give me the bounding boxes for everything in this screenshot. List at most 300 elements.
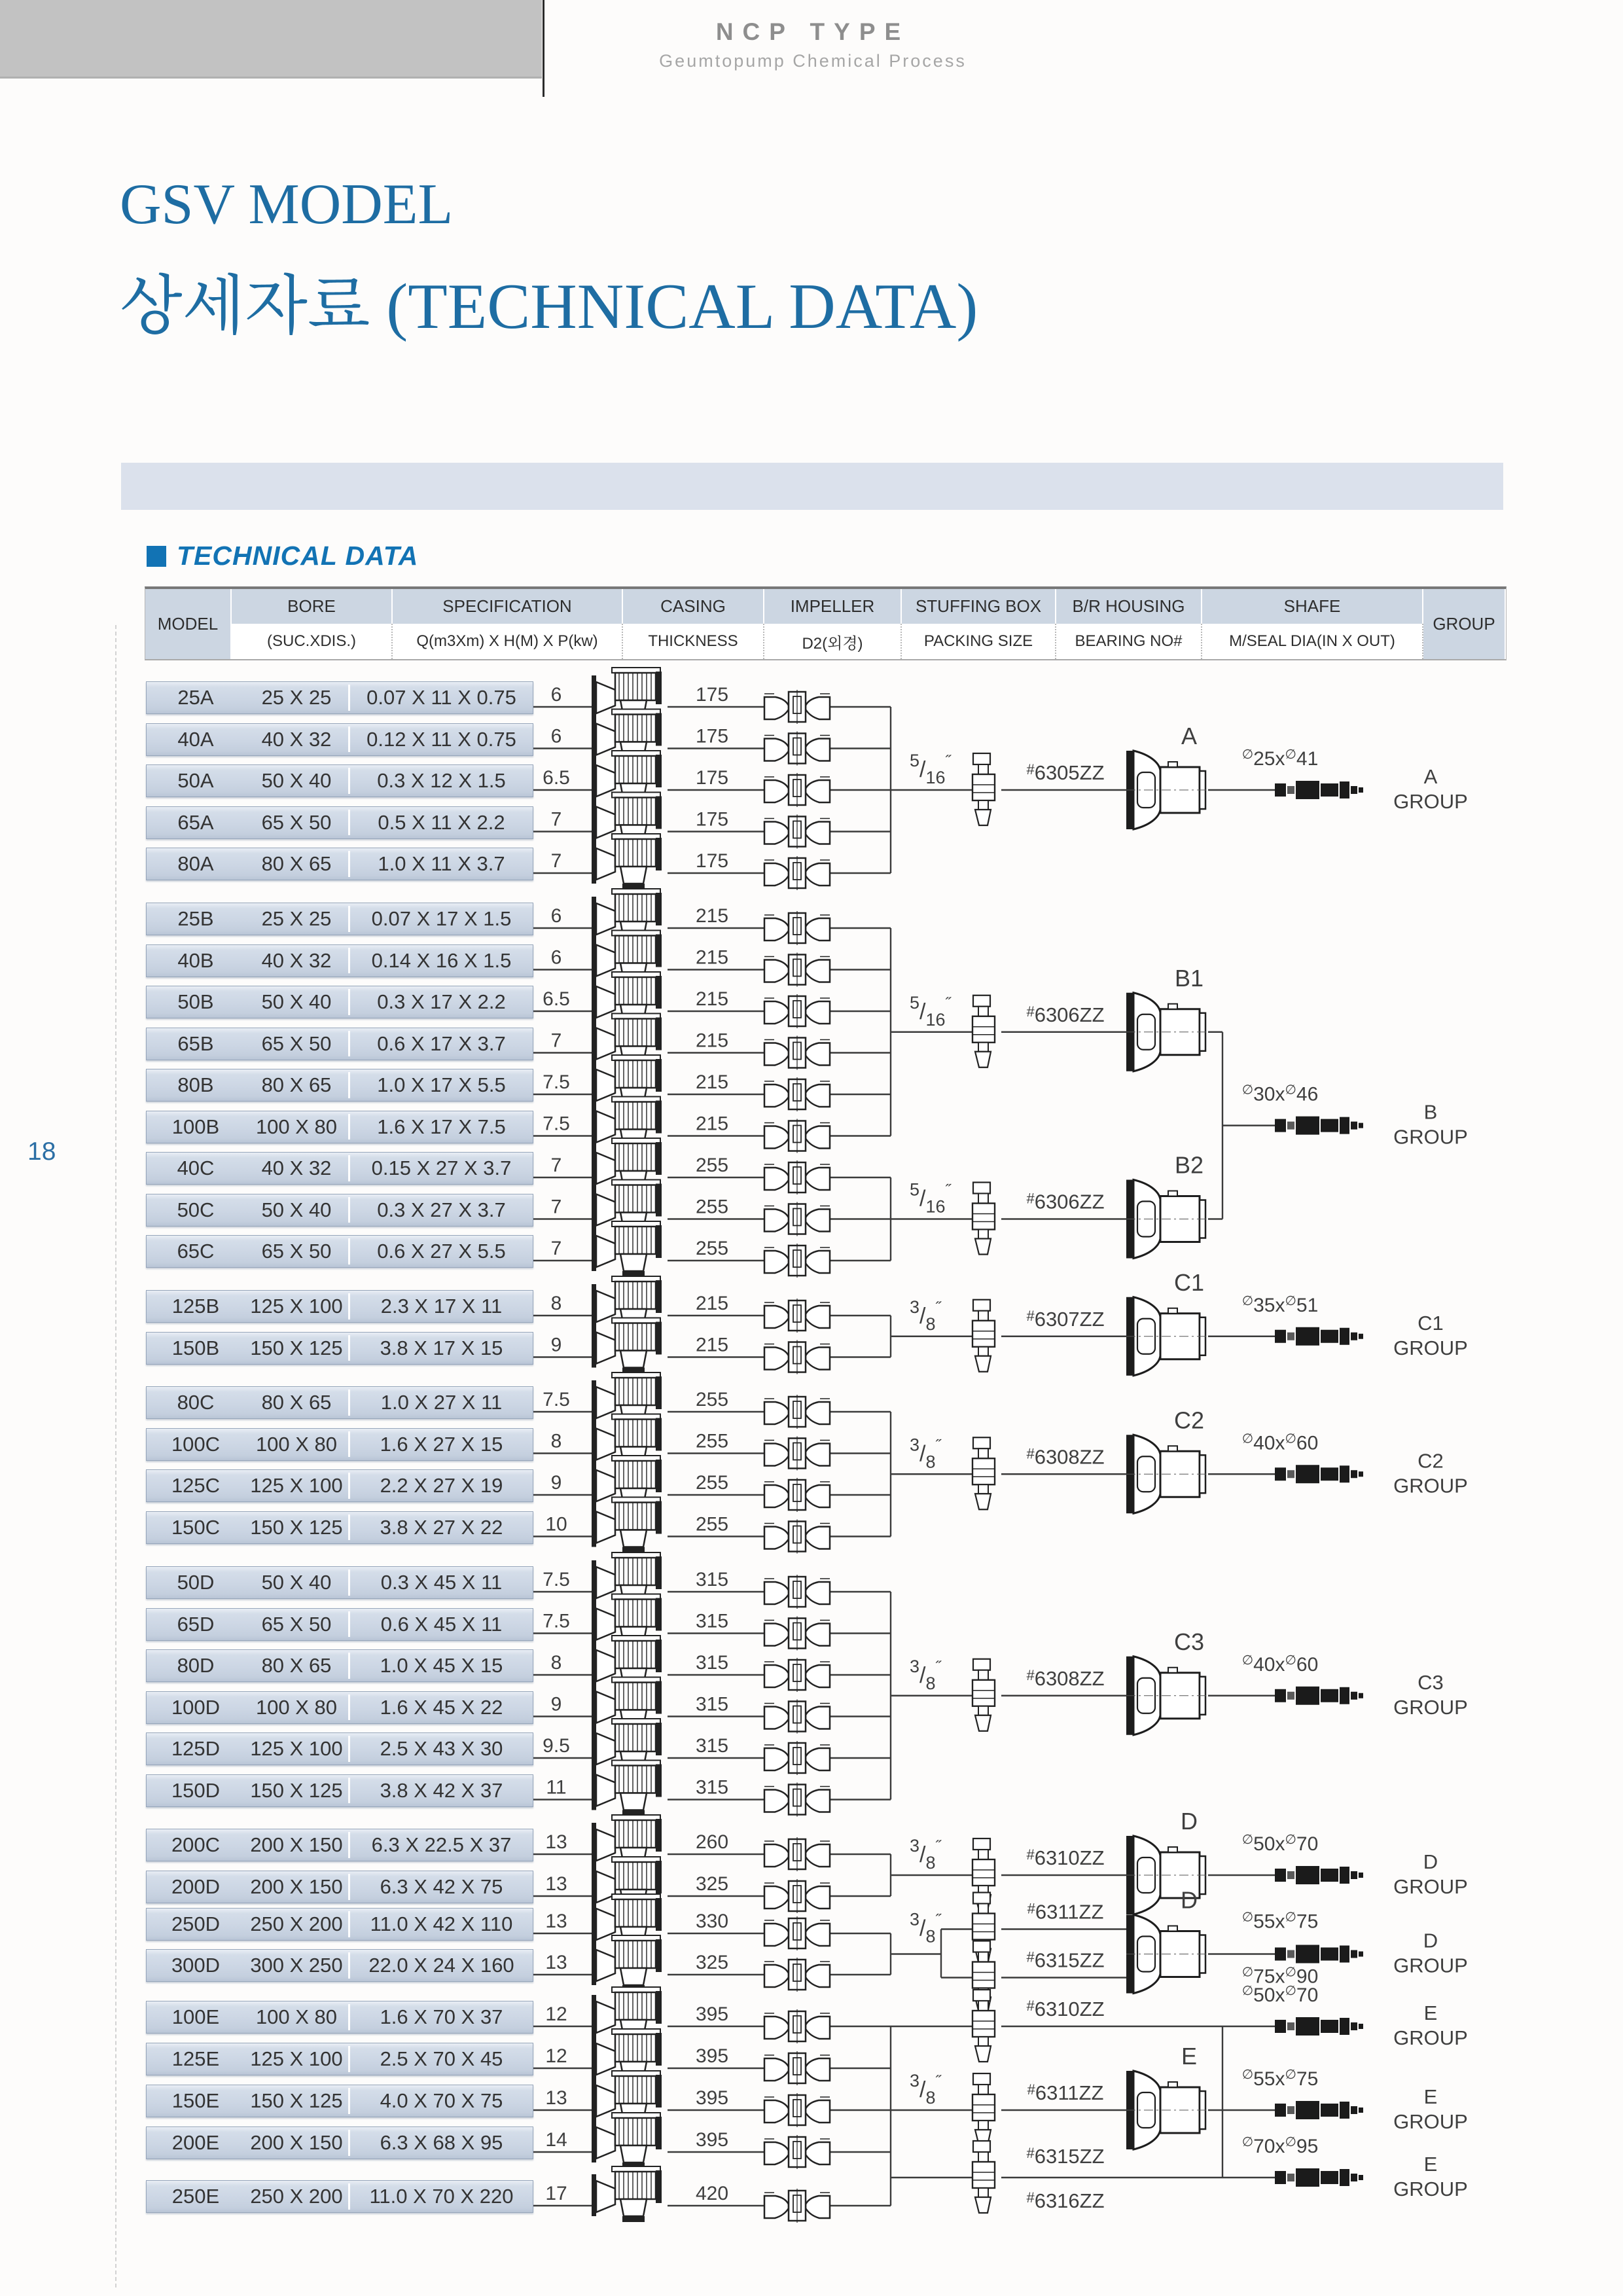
impeller-diameter-value: 255 xyxy=(695,1430,729,1452)
bearing-housing-icon xyxy=(1126,1180,1207,1259)
pump-casing-icon xyxy=(592,1221,662,1277)
impeller-diameter-value: 420 xyxy=(695,2183,729,2204)
packing-size-label: 3/8˝ xyxy=(910,1297,941,1334)
bore-cell: 25 X 25 xyxy=(261,686,332,709)
casing-thickness-value: 13 xyxy=(545,1952,567,1973)
casing-thickness-value: 7 xyxy=(550,1030,562,1052)
brand-title: NCP TYPE xyxy=(715,18,910,45)
bearing-number-label: #6311ZZ xyxy=(1027,2081,1104,2104)
model-cell: 50A xyxy=(177,769,214,792)
bearing-housing-icon xyxy=(1126,1435,1207,1513)
packing-size-label: 5/16˝ xyxy=(910,1179,951,1217)
housing-code-label: D xyxy=(1181,1808,1198,1835)
casing-thickness-value: 9 xyxy=(550,1334,562,1356)
spec-cell: 3.8 X 27 X 22 xyxy=(380,1515,503,1539)
model-cell: 125D xyxy=(171,1737,221,1760)
impeller-icon xyxy=(764,994,830,1028)
spec-cell: 2.5 X 43 X 30 xyxy=(380,1737,503,1760)
casing-thickness-value: 7 xyxy=(550,808,562,831)
bearing-housing-icon xyxy=(1126,751,1207,829)
bore-cell: 65 X 50 xyxy=(261,810,332,834)
mech-seal-size-label: ∅55x∅75 xyxy=(1241,1910,1319,1933)
bore-cell: 40 X 32 xyxy=(261,727,332,751)
spec-cell: 2.2 X 27 X 19 xyxy=(380,1474,503,1497)
spec-cell: 0.3 X 45 X 11 xyxy=(380,1571,503,1594)
packing-size-label: 3/8˝ xyxy=(910,1909,941,1946)
header-label-top: IMPELLER xyxy=(764,589,902,624)
spec-cell: 0.3 X 27 X 3.7 xyxy=(377,1198,506,1221)
bore-cell: 125 X 100 xyxy=(250,1295,343,1318)
casing-thickness-value: 13 xyxy=(545,2087,567,2109)
spec-cell: 0.12 X 11 X 0.75 xyxy=(366,727,516,751)
spec-cell: 6.3 X 68 X 95 xyxy=(380,2131,503,2154)
bore-cell: 100 X 80 xyxy=(255,1695,338,1719)
spec-cell: 22.0 X 24 X 160 xyxy=(368,1954,514,1977)
spec-cell: 0.3 X 12 X 1.5 xyxy=(377,769,506,792)
impeller-diameter-value: 325 xyxy=(695,1952,729,1973)
model-cell: 80D xyxy=(177,1654,215,1677)
model-cell: 50B xyxy=(177,990,214,1013)
fold-mark-line xyxy=(115,625,116,2287)
bore-cell: 50 X 40 xyxy=(261,990,332,1013)
impeller-diameter-value: 255 xyxy=(695,1155,729,1176)
bore-cell: 65 X 50 xyxy=(261,1612,332,1636)
bore-cell: 40 X 32 xyxy=(261,1157,332,1179)
casing-thickness-value: 13 xyxy=(545,1873,567,1895)
housing-code-label: B2 xyxy=(1174,1151,1204,1179)
header-label-bottom: BEARING NO# xyxy=(1056,624,1202,659)
header-label: MODEL xyxy=(145,589,232,659)
housing-code-label: C2 xyxy=(1173,1407,1205,1434)
model-cell: 150C xyxy=(171,1515,221,1539)
housing-code-label: B1 xyxy=(1174,964,1204,992)
group-name-label: E xyxy=(1423,2085,1438,2108)
spec-cell: 0.6 X 45 X 11 xyxy=(380,1612,503,1636)
bore-cell: 100 X 80 xyxy=(255,1115,338,1138)
stuffing-box-icon xyxy=(972,996,995,1067)
impeller-icon xyxy=(764,1340,830,1374)
impeller-icon xyxy=(764,2135,830,2169)
impeller-icon xyxy=(764,2189,830,2223)
group-name-label: GROUP xyxy=(1393,790,1468,813)
casing-thickness-value: 8 xyxy=(550,1293,562,1314)
impeller-diameter-value: 330 xyxy=(695,1910,729,1932)
impeller-icon xyxy=(764,690,830,724)
impeller-diameter-value: 315 xyxy=(695,1693,729,1715)
bore-cell: 80 X 65 xyxy=(261,852,332,875)
casing-thickness-value: 6 xyxy=(550,725,562,747)
impeller-diameter-value: 315 xyxy=(695,1652,729,1674)
model-cell: 200C xyxy=(171,1833,221,1856)
model-cell: 40C xyxy=(177,1157,215,1179)
header-label-bottom: (SUC.XDIS.) xyxy=(232,624,393,659)
model-cell: 50D xyxy=(177,1571,215,1594)
impeller-icon xyxy=(764,1437,830,1471)
spec-cell: 6.3 X 42 X 75 xyxy=(380,1875,503,1898)
shaft-seal-icon xyxy=(1275,1117,1363,1135)
impeller-icon xyxy=(764,1916,830,1950)
mech-seal-size-label: ∅50x∅70 xyxy=(1241,1984,1319,2006)
casing-thickness-value: 7 xyxy=(550,1238,562,1259)
spec-cell: 1.0 X 17 X 5.5 xyxy=(377,1073,506,1096)
bore-cell: 150 X 125 xyxy=(250,1336,343,1359)
impeller-diameter-value: 255 xyxy=(695,1389,729,1410)
model-cell: 125E xyxy=(171,2047,220,2070)
casing-thickness-value: 9 xyxy=(550,1693,562,1715)
stuffing-box-icon xyxy=(972,1659,995,1731)
group-name-label: GROUP xyxy=(1393,2178,1468,2200)
model-cell: 65D xyxy=(177,1612,215,1636)
impeller-diameter-value: 175 xyxy=(695,684,729,706)
impeller-icon xyxy=(764,1478,830,1512)
bore-cell: 80 X 65 xyxy=(261,1391,332,1414)
spec-cell: 2.3 X 17 X 11 xyxy=(380,1295,503,1318)
header-label-top: B/R HOUSING xyxy=(1056,589,1202,624)
impeller-icon xyxy=(764,732,830,766)
group-name-label: B xyxy=(1423,1100,1438,1124)
bearing-number-label: #6316ZZ xyxy=(1026,2189,1105,2212)
impeller-diameter-value: 395 xyxy=(695,2003,729,2025)
impeller-icon xyxy=(764,856,830,890)
model-cell: 125C xyxy=(171,1474,221,1497)
impeller-diameter-value: 215 xyxy=(695,1113,729,1135)
housing-code-label: C1 xyxy=(1173,1268,1205,1296)
bearing-housing-icon xyxy=(1126,1297,1207,1376)
bearing-number-label: #6308ZZ xyxy=(1026,1445,1105,1469)
group-name-label: E xyxy=(1423,2001,1438,2024)
pump-casing-icon xyxy=(592,1935,662,1991)
bore-cell: 150 X 125 xyxy=(250,2089,343,2112)
spec-cell: 4.0 X 70 X 75 xyxy=(380,2089,503,2112)
mech-seal-size-label: ∅70x∅95 xyxy=(1241,2135,1319,2157)
casing-thickness-value: 7.5 xyxy=(543,1071,570,1093)
impeller-diameter-value: 255 xyxy=(695,1238,729,1259)
group-name-label: D xyxy=(1423,1929,1438,1952)
impeller-diameter-value: 315 xyxy=(695,1735,729,1757)
spec-cell: 1.0 X 27 X 11 xyxy=(380,1391,503,1414)
impeller-icon xyxy=(764,1160,830,1194)
pump-casing-icon xyxy=(592,1761,662,1816)
casing-thickness-value: 13 xyxy=(545,1910,567,1932)
model-cell: 40A xyxy=(177,727,214,751)
impeller-icon xyxy=(764,1700,830,1734)
mech-seal-size-label: ∅40x∅60 xyxy=(1241,1431,1319,1454)
bearing-number-label: #6305ZZ xyxy=(1026,761,1105,784)
spec-cell: 3.8 X 17 X 15 xyxy=(380,1336,503,1359)
model-cell: 80B xyxy=(177,1073,214,1096)
shaft-seal-icon xyxy=(1275,2101,1363,2119)
section-title: TECHNICAL DATA xyxy=(177,541,419,571)
group-name-label: GROUP xyxy=(1393,1125,1468,1149)
bearing-number-label: #6306ZZ xyxy=(1026,1003,1105,1026)
impeller-diameter-value: 175 xyxy=(695,850,729,872)
impeller-icon xyxy=(764,1958,830,1992)
impeller-icon xyxy=(764,1520,830,1554)
housing-code-label: C3 xyxy=(1173,1628,1205,1655)
casing-thickness-value: 8 xyxy=(550,1430,562,1452)
group-name-label: C3 xyxy=(1418,1670,1444,1694)
model-cell: 150B xyxy=(171,1336,220,1359)
packing-size-label: 5/16˝ xyxy=(910,992,951,1030)
impeller-diameter-value: 215 xyxy=(695,988,729,1010)
spec-cell: 0.6 X 17 X 3.7 xyxy=(377,1031,506,1055)
mech-seal-size-label: ∅25x∅41 xyxy=(1241,747,1319,770)
bore-cell: 250 X 200 xyxy=(250,1912,343,1935)
model-cell: 100C xyxy=(171,1432,221,1456)
casing-thickness-value: 14 xyxy=(545,2129,567,2151)
pump-casing-icon xyxy=(592,2166,662,2222)
group-name-label: E xyxy=(1423,2153,1438,2176)
model-cell: 65A xyxy=(177,810,214,834)
spec-cell: 1.6 X 17 X 7.5 xyxy=(377,1115,506,1138)
impeller-diameter-value: 215 xyxy=(695,905,729,927)
spec-cell: 11.0 X 42 X 110 xyxy=(370,1912,513,1935)
mech-seal-size-label: ∅50x∅70 xyxy=(1241,1833,1319,1855)
model-cell: 125B xyxy=(171,1295,220,1318)
bearing-number-label: #6310ZZ xyxy=(1026,1846,1105,1869)
mech-seal-size-label: ∅75x∅90 xyxy=(1241,1965,1319,1988)
bore-cell: 65 X 50 xyxy=(261,1031,332,1055)
impeller-diameter-value: 315 xyxy=(695,1569,729,1590)
pump-casing-icon xyxy=(592,834,662,889)
mech-seal-size-label: ∅35x∅51 xyxy=(1241,1293,1319,1316)
spec-cell: 1.0 X 11 X 3.7 xyxy=(378,852,505,875)
impeller-diameter-value: 175 xyxy=(695,808,729,831)
brand-subtitle: Geumtopump Chemical Process xyxy=(659,51,967,71)
casing-thickness-value: 17 xyxy=(545,2183,567,2204)
group-name-label: A xyxy=(1423,765,1438,788)
group-name-label: GROUP xyxy=(1393,1336,1468,1359)
bearing-number-label: #6306ZZ xyxy=(1026,1190,1105,1213)
spec-cell: 1.6 X 27 X 15 xyxy=(380,1432,503,1456)
mech-seal-size-label: ∅40x∅60 xyxy=(1241,1653,1319,1676)
impeller-diameter-value: 255 xyxy=(695,1513,729,1535)
model-cell: 65C xyxy=(177,1240,215,1263)
group-name-label: GROUP xyxy=(1393,2026,1468,2049)
header-label-top: CASING xyxy=(623,589,764,624)
shaft-seal-icon xyxy=(1275,1327,1363,1346)
impeller-icon xyxy=(764,1395,830,1429)
page-title-line2: 상세자료 (TECHNICAL DATA) xyxy=(120,271,978,342)
impeller-icon xyxy=(764,1741,830,1775)
impeller-icon xyxy=(764,1658,830,1692)
model-cell: 50C xyxy=(177,1198,215,1221)
header-label-top: SPECIFICATION xyxy=(393,589,623,624)
model-cell: 80A xyxy=(177,852,214,875)
casing-thickness-value: 7.5 xyxy=(543,1113,570,1135)
shaft-seal-icon xyxy=(1275,1687,1363,1705)
header-label-top: SHAFE xyxy=(1202,589,1423,624)
group-name-label: C2 xyxy=(1418,1449,1444,1473)
impeller-icon xyxy=(764,773,830,807)
casing-thickness-value: 11 xyxy=(546,1776,567,1799)
bore-cell: 100 X 80 xyxy=(255,1432,338,1456)
stuffing-box-icon xyxy=(972,1437,995,1509)
impeller-diameter-value: 315 xyxy=(695,1610,729,1632)
casing-thickness-value: 7 xyxy=(550,850,562,872)
impeller-icon xyxy=(764,911,830,945)
spec-cell: 0.07 X 17 X 1.5 xyxy=(371,907,512,930)
spec-cell: 0.6 X 27 X 5.5 xyxy=(377,1240,506,1263)
stuffing-box-icon xyxy=(972,1990,995,2062)
header-label-bottom: PACKING SIZE xyxy=(902,624,1056,659)
housing-code-label: E xyxy=(1181,2043,1198,2070)
shaft-seal-icon xyxy=(1275,2168,1363,2187)
bearing-housing-icon xyxy=(1126,993,1207,1071)
header-label-bottom: M/SEAL DIA(IN X OUT) xyxy=(1202,624,1423,659)
spec-cell: 3.8 X 42 X 37 xyxy=(380,1778,503,1802)
packing-size-label: 3/8˝ xyxy=(910,1836,941,1873)
bore-cell: 125 X 100 xyxy=(250,1474,343,1497)
housing-code-label: D xyxy=(1181,1886,1198,1914)
bore-cell: 50 X 40 xyxy=(261,1571,332,1594)
group-name-label: GROUP xyxy=(1393,1695,1468,1719)
impeller-icon xyxy=(764,1077,830,1111)
shaft-seal-icon xyxy=(1275,1866,1363,1884)
impeller-diameter-value: 395 xyxy=(695,2087,729,2109)
casing-thickness-value: 9.5 xyxy=(543,1735,570,1757)
bore-cell: 250 X 200 xyxy=(250,2185,343,2208)
spec-cell: 1.0 X 45 X 15 xyxy=(380,1654,503,1677)
stuffing-box-icon xyxy=(972,1183,995,1255)
bore-cell: 80 X 65 xyxy=(261,1654,332,1677)
impeller-diameter-value: 260 xyxy=(695,1831,729,1853)
model-cell: 200E xyxy=(171,2131,220,2154)
impeller-icon xyxy=(764,2009,830,2043)
spec-cell: 6.3 X 22.5 X 37 xyxy=(371,1833,512,1856)
header-label-bottom: D2(외경) xyxy=(764,624,902,659)
stuffing-box-icon xyxy=(972,2141,995,2213)
bore-cell: 50 X 40 xyxy=(261,1198,332,1221)
casing-thickness-value: 9 xyxy=(550,1472,562,1494)
casing-thickness-value: 7.5 xyxy=(543,1610,570,1632)
casing-thickness-value: 7.5 xyxy=(543,1389,570,1410)
impeller-diameter-value: 395 xyxy=(695,2045,729,2067)
impeller-diameter-value: 175 xyxy=(695,767,729,789)
model-cell: 250E xyxy=(171,2185,220,2208)
casing-thickness-value: 13 xyxy=(545,1831,567,1853)
impeller-icon xyxy=(764,2051,830,2085)
group-name-label: GROUP xyxy=(1393,1474,1468,1498)
impeller-diameter-value: 215 xyxy=(695,1334,729,1356)
casing-thickness-value: 10 xyxy=(545,1513,567,1535)
model-cell: 250D xyxy=(171,1912,221,1935)
impeller-icon xyxy=(764,1617,830,1651)
impeller-diameter-value: 215 xyxy=(695,1071,729,1093)
casing-thickness-value: 7 xyxy=(550,1155,562,1176)
casing-thickness-value: 6.5 xyxy=(543,988,570,1010)
bore-cell: 300 X 250 xyxy=(250,1954,343,1977)
spec-cell: 1.6 X 45 X 22 xyxy=(380,1695,503,1719)
model-cell: 65B xyxy=(177,1031,214,1055)
impeller-diameter-value: 315 xyxy=(695,1776,729,1799)
casing-thickness-value: 6 xyxy=(550,946,562,969)
bore-cell: 125 X 100 xyxy=(250,2047,343,2070)
impeller-diameter-value: 215 xyxy=(695,1293,729,1314)
spec-cell: 1.6 X 70 X 37 xyxy=(380,2005,503,2028)
packing-size-label: 3/8˝ xyxy=(910,1656,941,1693)
spec-cell: 0.5 X 11 X 2.2 xyxy=(378,810,505,834)
impeller-icon xyxy=(764,1244,830,1278)
model-cell: 80C xyxy=(177,1391,215,1414)
pump-casing-icon xyxy=(592,2113,662,2168)
impeller-diameter-value: 255 xyxy=(695,1196,729,1218)
bearing-number-label: #6311ZZ xyxy=(1027,1900,1104,1924)
impeller-icon xyxy=(764,1783,830,1817)
casing-thickness-value: 7 xyxy=(550,1196,562,1218)
shaft-seal-icon xyxy=(1275,1945,1363,1964)
spec-cell: 2.5 X 70 X 45 xyxy=(380,2047,503,2070)
impeller-icon xyxy=(764,1837,830,1871)
stuffing-box-icon xyxy=(972,1300,995,1372)
pump-casing-icon xyxy=(592,1498,662,1553)
bearing-number-label: #6315ZZ xyxy=(1026,2145,1105,2168)
impeller-icon xyxy=(764,1879,830,1913)
bore-cell: 200 X 150 xyxy=(250,1833,343,1856)
casing-thickness-value: 6.5 xyxy=(543,767,570,789)
impeller-icon xyxy=(764,1575,830,1609)
bearing-number-label: #6310ZZ xyxy=(1026,1998,1105,2020)
mech-seal-size-label: ∅55x∅75 xyxy=(1241,2068,1319,2090)
packing-size-label: 5/16˝ xyxy=(910,751,951,787)
bearing-housing-icon xyxy=(1126,2071,1207,2149)
bearing-number-label: #6307ZZ xyxy=(1026,1307,1105,1331)
header-label: GROUP xyxy=(1423,589,1506,659)
bearing-number-label: #6315ZZ xyxy=(1026,1948,1105,1972)
impeller-diameter-value: 175 xyxy=(695,725,729,747)
impeller-diameter-value: 215 xyxy=(695,1030,729,1052)
page-title-line1: GSV MODEL xyxy=(120,173,454,236)
model-cell: 100B xyxy=(171,1115,220,1138)
stuffing-box-icon xyxy=(972,753,995,825)
bore-cell: 150 X 125 xyxy=(250,1778,343,1802)
impeller-icon xyxy=(764,1202,830,1236)
shaft-seal-icon xyxy=(1275,2017,1363,2036)
shaft-seal-icon xyxy=(1275,781,1363,799)
bore-cell: 80 X 65 xyxy=(261,1073,332,1096)
bore-cell: 40 X 32 xyxy=(261,948,332,972)
model-cell: 100E xyxy=(171,2005,220,2028)
group-name-label: C1 xyxy=(1418,1311,1444,1335)
model-cell: 100D xyxy=(171,1695,221,1719)
pump-casing-icon xyxy=(592,1318,662,1374)
bore-cell: 200 X 150 xyxy=(250,2131,343,2154)
shaft-seal-icon xyxy=(1275,1465,1363,1483)
header-label-bottom: Q(m3Xm) X H(M) X P(kw) xyxy=(393,624,623,659)
bearing-housing-icon xyxy=(1126,1915,1207,1994)
header-label-top: BORE xyxy=(232,589,393,624)
header-label-bottom: THICKNESS xyxy=(623,624,764,659)
spec-cell: 11.0 X 70 X 220 xyxy=(369,2185,514,2208)
bore-cell: 100 X 80 xyxy=(255,2005,338,2028)
impeller-diameter-value: 255 xyxy=(695,1472,729,1494)
packing-size-label: 3/8˝ xyxy=(910,1435,941,1472)
impeller-icon xyxy=(764,2093,830,2127)
impeller-icon xyxy=(764,953,830,987)
model-cell: 150D xyxy=(171,1778,221,1802)
group-name-label: D xyxy=(1423,1850,1438,1873)
housing-code-label: A xyxy=(1181,723,1198,749)
group-name-label: GROUP xyxy=(1393,1875,1468,1898)
casing-thickness-value: 6 xyxy=(550,905,562,927)
bearing-number-label: #6308ZZ xyxy=(1026,1666,1105,1690)
model-cell: 150E xyxy=(171,2089,220,2112)
casing-thickness-value: 7.5 xyxy=(543,1569,570,1590)
model-cell: 200D xyxy=(171,1875,221,1898)
impeller-icon xyxy=(764,815,830,849)
bore-cell: 150 X 125 xyxy=(250,1515,343,1539)
impeller-icon xyxy=(764,1036,830,1070)
